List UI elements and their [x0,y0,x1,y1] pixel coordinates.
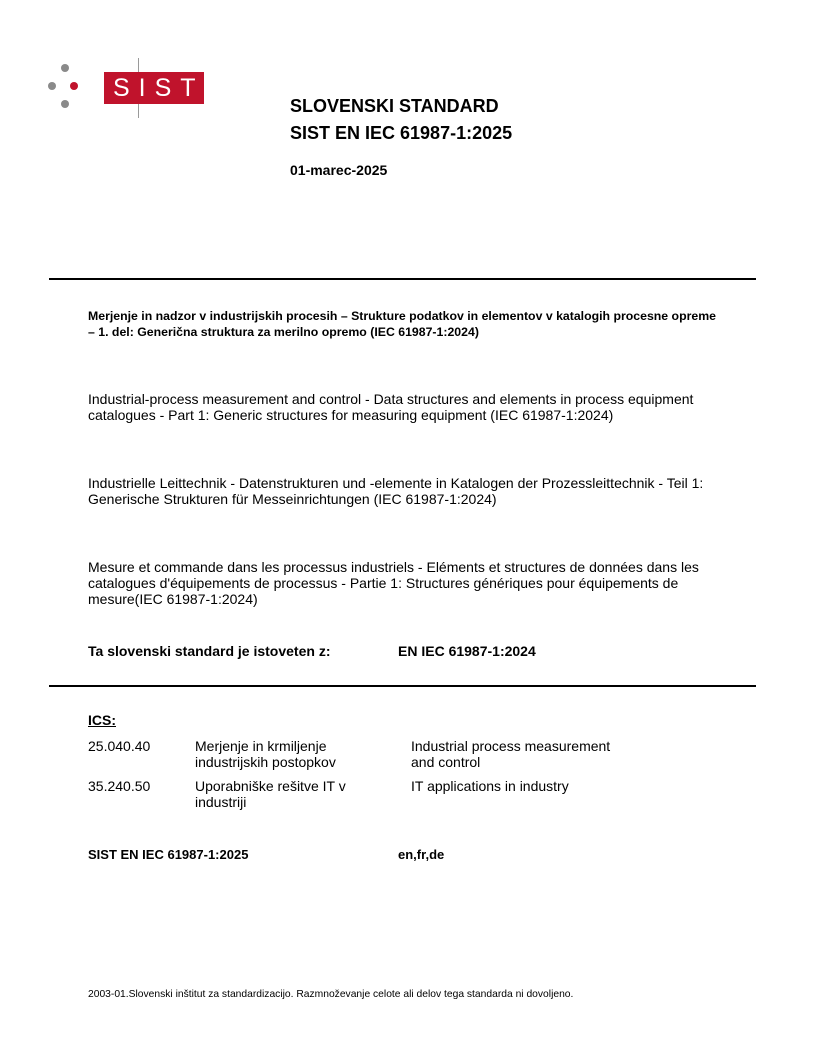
title-slovenian: Merjenje in nadzor v industrijskih procesih – Strukture podatkov in elementov v katalogih procesne opreme – 1. del: Generična struktura za merilno opremo (IEC 61987-1:2024) [88,309,716,339]
title-english: Industrial-process measurement and control - Data structures and elements in process equipment catalogues - Part 1: Generic structures for measuring equipment (IEC 61987-1:2024) [88,391,694,423]
ics-description-english: Industrial process measurement and control [411,738,611,770]
ics-heading: ICS: [88,712,116,728]
ics-code: 25.040.40 [88,738,151,754]
publication-date: 01-marec-2025 [290,162,388,178]
title-german: Industrielle Leittechnik - Datenstrukturen und -elemente in Katalogen der Prozessleittechnik - Teil 1: Generische Strukturen für Messeinrichtungen (IEC 61987-1:2024) [88,475,704,507]
ics-description-english: IT applications in industry [411,778,569,794]
footer-standard-number: SIST EN IEC 61987-1:2025 [88,847,249,862]
ics-description-slovenian: Uporabniške rešitve IT v industriji [195,778,346,810]
sist-logo: SIST [104,72,204,104]
ics-description-slovenian: Merjenje in krmiljenje industrijskih postopkov [195,738,336,770]
copyright-notice: 2003-01.Slovenski inštitut za standardizacijo. Razmnoževanje celote ali delov tega standarda ni dovoljeno. [88,989,574,1000]
identity-value: EN IEC 61987-1:2024 [398,643,536,659]
standard-number-heading: SIST EN IEC 61987-1:2025 [290,123,513,143]
identity-label: Ta slovenski standard je istoveten z: [88,643,331,659]
top-divider [49,278,756,280]
document-type-heading: SLOVENSKI STANDARD [290,96,499,116]
sist-logo-dots [44,64,90,112]
title-french: Mesure et commande dans les processus industriels - Eléments et structures de données dans les catalogues d'équipements de processus - Partie 1: Structures génériques pour équipements de mesure(IEC 61987-1:2024) [88,559,699,607]
footer-languages: en,fr,de [398,847,445,862]
bottom-divider [49,685,756,687]
ics-code: 35.240.50 [88,778,151,794]
